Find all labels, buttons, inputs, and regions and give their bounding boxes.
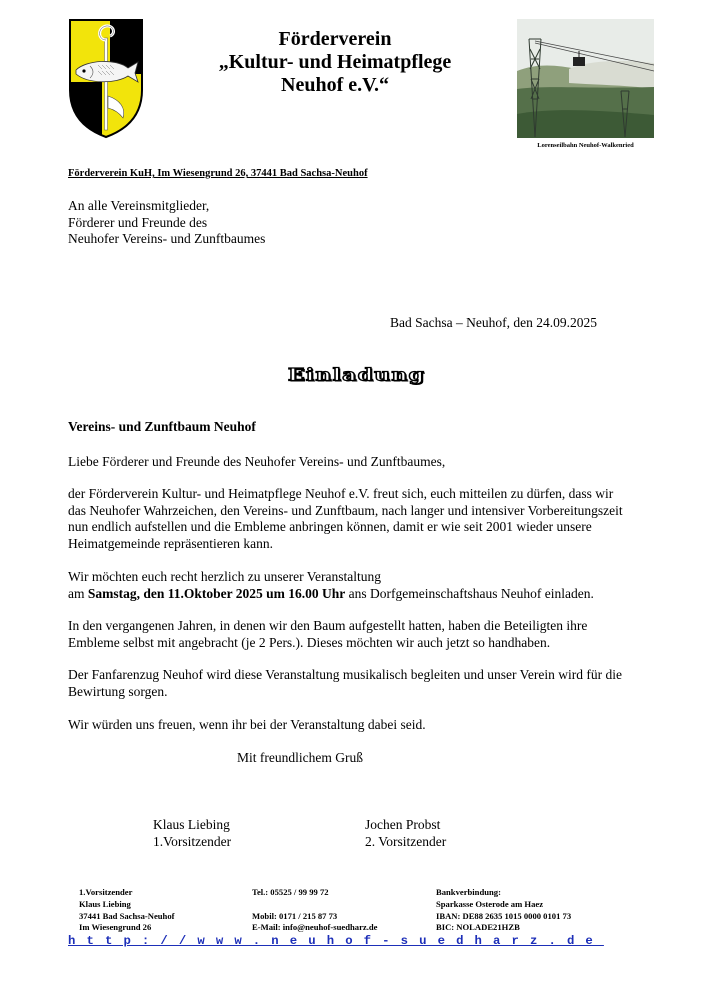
closing-text: Mit freundlichem Gruß [237, 750, 363, 765]
photo-caption: Lorenseilbahn Neuhof-Walkenried [537, 142, 634, 149]
paragraph-music [68, 667, 668, 700]
title-line-1: Förderverein [278, 28, 392, 50]
paragraph-emblems [68, 618, 668, 651]
sender-address-line: Förderverein KuH, Im Wiesengrund 26, 37441 Bad Sachsa-Neuhof [68, 168, 368, 179]
paragraph-line: In den vergangenen Jahren, in denen wir den Baum aufgestellt hatten, haben die Beteiligten ihre [68, 618, 588, 633]
footer-bank [436, 887, 571, 934]
paragraph-line: Heimatgemeinde repräsentieren kann. [68, 535, 274, 551]
title-line-2: „Kultur- und Heimatpflege [218, 51, 452, 73]
footer-line: Sparkasse Osterode am Haez [436, 898, 544, 909]
footer-line: Im Wiesengrund 26 [79, 922, 152, 933]
paragraph-line: der Förderverein Kultur- und Heimatpflege Neuhof e.V. freut sich, euch mitteilen zu dürfen, dass wir [68, 486, 614, 501]
footer-line: Tel.: 05525 / 99 99 72 [252, 887, 329, 897]
footer-line: IBAN: DE88 2635 1015 0000 0101 73 [436, 910, 572, 921]
paragraph-announcement [68, 486, 668, 552]
signatory-role: 2. Vorsitzender [365, 834, 447, 849]
paragraph-line: das Neuhofer Wahrzeichen, den Vereins- und Zunftbaum, nach langer und intensiver Vorbereitungszeit [68, 502, 623, 518]
event-date-time: Samstag, den 11.Oktober 2025 um 16.00 Uhr [87, 585, 346, 601]
recipient-line: An alle Vereinsmitglieder, [68, 198, 210, 213]
closing-greeting [237, 750, 537, 767]
signatory-1 [153, 816, 231, 850]
coat-of-arms-logo [68, 18, 144, 139]
association-title [190, 28, 480, 97]
paragraph-line: Wir möchten euch recht herzlich zu unserer Veranstaltung [68, 569, 381, 584]
paragraph-line: Bewirtung sorgen. [68, 683, 168, 699]
footer-line: E-Mail: info@neuhof-suedharz.de [252, 922, 378, 933]
footer-line: Mobil: 0171 / 215 87 73 [252, 910, 338, 921]
paragraph-line: Embleme selbst mit angebracht (je 2 Pers.). Dieses möchten wir auch jetzt so handhaben. [68, 634, 551, 650]
text-suffix: ans Dorfgemeinschaftshaus Neuhof einladen. [345, 585, 594, 601]
subject-line: Vereins- und Zunftbaum Neuhof [68, 419, 256, 434]
paragraph-line: nun endlich aufstellen und die Embleme anbringen können, damit er wie seit 2001 wieder unsere [68, 519, 592, 534]
signatory-name: Jochen Probst [365, 817, 441, 832]
invitation-heading: Einladung [287, 365, 426, 385]
signatory-role: 1.Vorsitzender [153, 834, 232, 849]
footer-line: Bankverbindung: [436, 887, 501, 897]
recipient-line: Förderer und Freunde des [68, 214, 208, 230]
footer-line: Klaus Liebing [79, 898, 131, 909]
text-prefix: am [68, 585, 88, 601]
date-line: Bad Sachsa – Neuhof, den 24.09.2025 [390, 315, 597, 330]
paragraph-invitation [68, 569, 668, 602]
paragraph-closing [68, 717, 668, 734]
paragraph-line [68, 586, 668, 603]
salutation-text: Liebe Förderer und Freunde des Neuhofer Vereins- und Zunftbaumes, [68, 454, 446, 469]
title-line-3: Neuhof e.V.“ [281, 74, 389, 96]
website-link[interactable]: http://www.neuhof-suedharz.de [68, 934, 604, 948]
signatory-name: Klaus Liebing [153, 817, 230, 832]
paragraph-line: Wir würden uns freuen, wenn ihr bei der Veranstaltung dabei seid. [68, 717, 426, 732]
footer-chair-address [79, 887, 175, 934]
footer-line [252, 899, 377, 911]
paragraph-line: Der Fanfarenzug Neuhof wird diese Veranstaltung musikalisch begleiten und unser Verein wird für die [68, 667, 622, 682]
signatory-2 [365, 816, 446, 850]
footer-line: 37441 Bad Sachsa-Neuhof [79, 910, 175, 921]
footer-line: BIC: NOLADE21HZB [436, 922, 520, 933]
recipient-line: Neuhofer Vereins- und Zunftbaumes [68, 231, 266, 246]
footer-line: 1.Vorsitzender [79, 887, 133, 897]
footer-contact [252, 887, 377, 934]
recipient-block [68, 198, 265, 248]
cable-railway-photo [517, 19, 654, 138]
document-title [0, 362, 713, 388]
salutation [68, 454, 668, 471]
